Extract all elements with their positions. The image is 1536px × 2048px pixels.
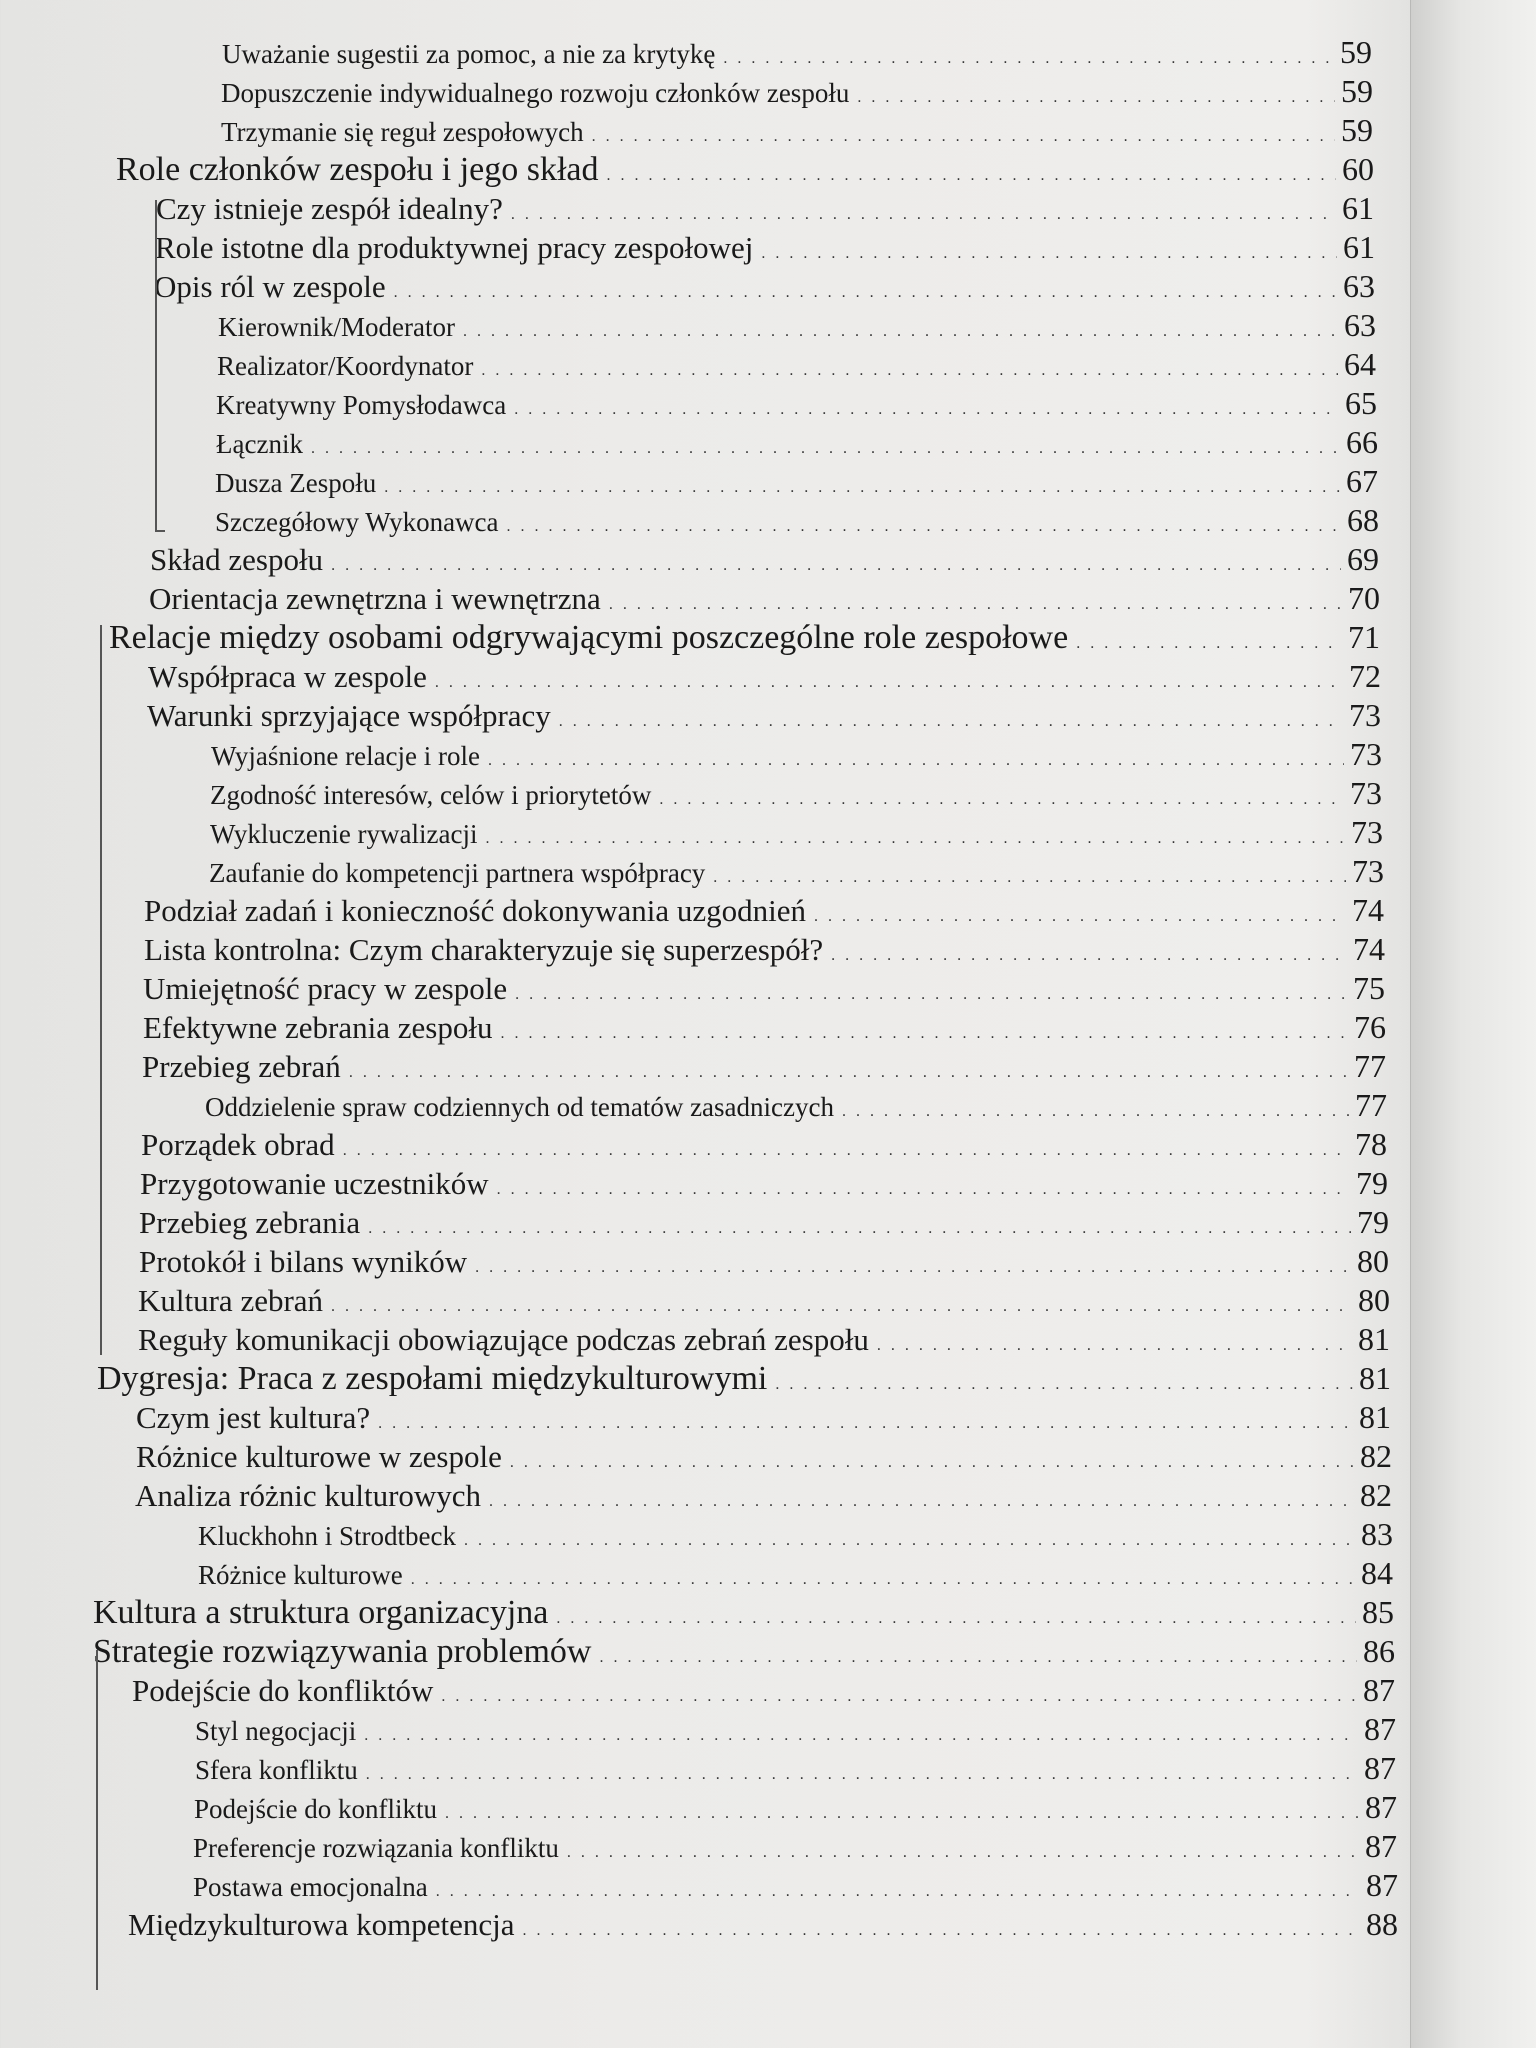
- toc-entry-page-number: 74: [1353, 931, 1385, 967]
- toc-entry: [217, 346, 1376, 383]
- dot-leader: [500, 1025, 1348, 1043]
- dot-leader: [331, 1298, 1352, 1316]
- dot-leader: [567, 1844, 1359, 1862]
- dot-leader: [842, 1103, 1349, 1121]
- toc-entry-page-number: 73: [1350, 736, 1382, 772]
- dot-leader: [378, 1415, 1353, 1433]
- toc-entry-page-number: 82: [1360, 1477, 1392, 1513]
- toc-entry-page-number: 80: [1358, 1282, 1390, 1318]
- toc-entry-title: Kultura a struktura organizacyjna: [93, 1594, 549, 1631]
- toc-entry: [93, 1594, 1394, 1632]
- toc-entry-page-number: 83: [1361, 1516, 1393, 1552]
- toc-entry-page-number: 81: [1359, 1360, 1391, 1396]
- toc-entry-page-number: 75: [1353, 970, 1385, 1006]
- toc-entry-page-number: 61: [1342, 190, 1374, 226]
- toc-entry: [216, 424, 1378, 461]
- toc-entry: [148, 658, 1381, 695]
- dot-leader: [559, 713, 1343, 731]
- toc-entry: [109, 619, 1380, 657]
- dot-leader: [464, 1532, 1355, 1550]
- toc-entry-title: Sfera konfliktu: [195, 1755, 358, 1785]
- dot-leader: [349, 1064, 1348, 1082]
- toc-entry-title: Postawa emocjonalna: [193, 1872, 428, 1902]
- toc-entry-page-number: 74: [1352, 892, 1384, 928]
- toc-entry-title: Czy istnieje zespół idealny?: [156, 191, 503, 226]
- toc-entry: [138, 1282, 1390, 1319]
- toc-entry-title: Kreatywny Pomysłodawca: [216, 390, 507, 420]
- toc-entry: [139, 1204, 1389, 1241]
- dot-leader: [507, 518, 1341, 536]
- toc-entry: [142, 1048, 1386, 1085]
- toc-entry-title: Podejście do konfliktów: [132, 1673, 434, 1708]
- toc-entry-title: Role członków zespołu i jego skład: [116, 151, 599, 188]
- toc-entry-page-number: 81: [1359, 1399, 1391, 1435]
- toc-entry-page-number: 59: [1341, 112, 1373, 148]
- toc-entry-title: Przygotowanie uczestników: [140, 1166, 489, 1201]
- dot-leader: [441, 1688, 1357, 1706]
- toc-entry: [215, 463, 1378, 500]
- dot-leader: [311, 440, 1340, 458]
- toc-entry: [194, 1789, 1397, 1826]
- toc-entry: [116, 151, 1374, 189]
- toc-entry: [135, 1477, 1392, 1514]
- dot-leader: [1076, 635, 1342, 653]
- dot-leader: [343, 1142, 1349, 1160]
- dot-leader: [411, 1571, 1355, 1589]
- toc-entry: [144, 892, 1384, 929]
- dot-leader: [489, 1493, 1354, 1511]
- toc-entry-page-number: 87: [1365, 1789, 1397, 1825]
- toc-entry-page-number: 69: [1347, 541, 1379, 577]
- dot-leader: [463, 323, 1338, 341]
- dot-leader: [592, 128, 1335, 146]
- toc-entry: [198, 1555, 1393, 1592]
- toc-entry: [195, 1750, 1396, 1787]
- toc-entry-page-number: 65: [1345, 385, 1377, 421]
- toc-entry-title: Skład zespołu: [150, 542, 324, 577]
- toc-entry: [150, 541, 1379, 578]
- toc-entry-page-number: 84: [1361, 1555, 1393, 1591]
- toc-entry: [143, 1009, 1386, 1046]
- toc-entry-page-number: 73: [1349, 697, 1381, 733]
- toc-entry: [193, 1867, 1398, 1904]
- dot-leader: [877, 1337, 1352, 1355]
- dot-leader: [515, 986, 1347, 1004]
- dot-leader: [364, 1727, 1358, 1745]
- dot-leader: [775, 1376, 1353, 1394]
- dot-leader: [384, 479, 1340, 497]
- toc-entry-page-number: 67: [1346, 463, 1378, 499]
- toc-entry-title: Dusza Zespołu: [215, 468, 377, 498]
- toc-entry-title: Opis ról w zespole: [154, 269, 386, 304]
- toc-entry: [221, 112, 1373, 149]
- toc-entry-title: Zgodność interesów, celów i priorytetów: [210, 780, 652, 810]
- toc-entry-page-number: 63: [1344, 307, 1376, 343]
- toc-entry-title: Dopuszczenie indywidualnego rozwoju członków zespołu: [221, 78, 850, 108]
- toc-entry-page-number: 59: [1341, 73, 1373, 109]
- toc-entry: [210, 775, 1382, 812]
- toc-entry-page-number: 86: [1363, 1633, 1395, 1669]
- toc-entry-page-number: 87: [1364, 1750, 1396, 1786]
- toc-entry-title: Podział zadań i konieczność dokonywania uzgodnień: [144, 893, 806, 928]
- toc-entry-page-number: 79: [1356, 1165, 1388, 1201]
- pencil-bracket-mark: [96, 1650, 98, 1990]
- toc-entry-title: Trzymanie się reguł zespołowych: [221, 117, 584, 147]
- toc-entry: [149, 580, 1380, 617]
- toc-entry-title: Współpraca w zespole: [148, 659, 427, 694]
- toc-entry-page-number: 82: [1360, 1438, 1392, 1474]
- toc-entry: [93, 1633, 1395, 1671]
- toc-entry: [205, 1087, 1387, 1124]
- toc-entry: [136, 1438, 1392, 1475]
- toc-entry: [128, 1906, 1398, 1943]
- dot-leader: [607, 167, 1336, 185]
- toc-entry-title: Wykluczenie rywalizacji: [210, 819, 478, 849]
- toc-entry: [210, 814, 1383, 851]
- toc-entry-title: Kluckhohn i Strodtbeck: [198, 1521, 456, 1551]
- toc-entry-title: Efektywne zebrania zespołu: [143, 1010, 493, 1045]
- toc-entry-title: Międzykulturowa kompetencja: [128, 1907, 515, 1942]
- toc-entry-title: Relacje między osobami odgrywającymi poszczególne role zespołowe: [109, 619, 1069, 656]
- dot-leader: [514, 401, 1339, 419]
- dot-leader: [713, 869, 1346, 887]
- toc-entry-page-number: 63: [1343, 268, 1375, 304]
- dot-leader: [394, 284, 1337, 302]
- toc-entry-title: Realizator/Koordynator: [217, 351, 474, 381]
- dot-leader: [761, 245, 1337, 263]
- toc-entry-page-number: 77: [1354, 1048, 1386, 1084]
- dot-leader: [510, 1454, 1354, 1472]
- dot-leader: [485, 830, 1345, 848]
- toc-entry: [221, 73, 1373, 110]
- toc-entry: [211, 736, 1382, 773]
- toc-entry: [141, 1126, 1387, 1163]
- dot-leader: [497, 1181, 1350, 1199]
- toc-entry-title: Orientacja zewnętrzna i wewnętrzna: [149, 581, 601, 616]
- toc-entry: [140, 1165, 1388, 1202]
- toc-entry-page-number: 59: [1340, 34, 1372, 70]
- toc-entry: [138, 1321, 1390, 1358]
- toc-entry: [132, 1672, 1395, 1709]
- toc-entry-title: Czym jest kultura?: [136, 1400, 371, 1435]
- toc-entry: [195, 1711, 1396, 1748]
- dot-leader: [857, 89, 1335, 107]
- dot-leader: [475, 1259, 1351, 1277]
- toc-entry-page-number: 72: [1349, 658, 1381, 694]
- toc-entry: [209, 853, 1384, 890]
- toc-entry-title: Łącznik: [216, 429, 303, 459]
- toc-entry-title: Uważanie sugestii za pomoc, a nie za krytykę: [222, 39, 716, 69]
- toc-entry-title: Zaufanie do kompetencji partnera współpracy: [209, 858, 706, 888]
- toc-entry-title: Różnice kulturowe: [198, 1560, 403, 1590]
- dot-leader: [723, 50, 1334, 68]
- toc-entry: [97, 1360, 1391, 1398]
- toc-entry: [156, 190, 1374, 227]
- toc-entry-page-number: 80: [1357, 1243, 1389, 1279]
- toc-entry-page-number: 64: [1344, 346, 1376, 382]
- toc-entry-title: Reguły komunikacji obowiązujące podczas zebrań zespołu: [138, 1322, 869, 1357]
- dot-leader: [831, 947, 1347, 965]
- dot-leader: [556, 1610, 1356, 1628]
- toc-entry: [147, 697, 1381, 734]
- dot-leader: [523, 1922, 1360, 1940]
- toc-entry-page-number: 61: [1343, 229, 1375, 265]
- dot-leader: [366, 1766, 1358, 1784]
- toc-entry-page-number: 87: [1363, 1672, 1395, 1708]
- dot-leader: [331, 557, 1341, 575]
- page-edge: [1410, 0, 1536, 2048]
- dot-leader: [609, 596, 1342, 614]
- toc-entry: [154, 268, 1375, 305]
- toc-entry-title: Podejście do konfliktu: [194, 1794, 437, 1824]
- dot-leader: [814, 908, 1346, 926]
- toc-entry-title: Warunki sprzyjające współpracy: [147, 698, 551, 733]
- dot-leader: [435, 674, 1343, 692]
- toc-entry: [139, 1243, 1389, 1280]
- toc-entry-page-number: 68: [1347, 502, 1379, 538]
- toc-entry-page-number: 79: [1357, 1204, 1389, 1240]
- toc-entry-title: Umiejętność pracy w zespole: [143, 971, 508, 1006]
- toc-entry: [215, 502, 1379, 539]
- toc-entry-title: Kierownik/Moderator: [218, 312, 455, 342]
- toc-entry-title: Styl negocjacji: [195, 1716, 357, 1746]
- toc-entry-title: Różnice kulturowe w zespole: [136, 1439, 502, 1474]
- dot-leader: [368, 1220, 1351, 1238]
- toc-entry-title: Przebieg zebrania: [139, 1205, 361, 1240]
- dot-leader: [659, 791, 1344, 809]
- toc-entry: [155, 229, 1375, 266]
- toc-entry: [144, 931, 1385, 968]
- dot-leader: [599, 1649, 1357, 1667]
- toc-entry-title: Analiza różnic kulturowych: [135, 1478, 482, 1513]
- toc-entry-title: Kultura zebrań: [138, 1283, 324, 1318]
- toc-entry: [222, 34, 1372, 71]
- toc-entry-page-number: 81: [1358, 1321, 1390, 1357]
- toc-entry-page-number: 85: [1362, 1594, 1394, 1630]
- toc-entry-title: Dygresja: Praca z zespołami międzykulturowymi: [97, 1360, 768, 1397]
- toc-entry-page-number: 73: [1352, 853, 1384, 889]
- dot-leader: [436, 1883, 1360, 1901]
- toc-entry: [143, 970, 1385, 1007]
- toc-entry-page-number: 73: [1351, 814, 1383, 850]
- toc-entry-title: Przebieg zebrań: [142, 1049, 341, 1084]
- toc-entry-title: Szczegółowy Wykonawca: [215, 507, 499, 537]
- toc-entry-page-number: 77: [1355, 1087, 1387, 1123]
- toc-entry-page-number: 60: [1342, 151, 1374, 187]
- toc-entry-page-number: 71: [1348, 619, 1380, 655]
- toc-entry-page-number: 70: [1348, 580, 1380, 616]
- toc-entry-page-number: 73: [1350, 775, 1382, 811]
- pencil-bracket-mark: [155, 200, 165, 532]
- toc-entry-page-number: 87: [1364, 1711, 1396, 1747]
- toc-entry: [198, 1516, 1393, 1553]
- toc-entry-title: Role istotne dla produktywnej pracy zespołowej: [155, 230, 754, 265]
- toc-entry: [216, 385, 1377, 422]
- toc-entry-page-number: 76: [1354, 1009, 1386, 1045]
- pencil-bracket-mark: [100, 625, 102, 1355]
- toc-entry-page-number: 78: [1355, 1126, 1387, 1162]
- dot-leader: [445, 1805, 1359, 1823]
- dot-leader: [481, 362, 1338, 380]
- toc-entry-title: Oddzielenie spraw codziennych od tematów zasadniczych: [205, 1092, 834, 1122]
- toc-entry: [218, 307, 1376, 344]
- dot-leader: [488, 752, 1344, 770]
- toc-entry-title: Wyjaśnione relacje i role: [211, 741, 480, 771]
- toc-entry-page-number: 87: [1366, 1867, 1398, 1903]
- toc-entry-page-number: 66: [1346, 424, 1378, 460]
- toc-entry-title: Strategie rozwiązywania problemów: [93, 1633, 592, 1670]
- toc-entry: [193, 1828, 1397, 1865]
- toc-entry-page-number: 87: [1365, 1828, 1397, 1864]
- toc-entry-title: Porządek obrad: [141, 1127, 335, 1162]
- toc-entry-page-number: 88: [1366, 1906, 1398, 1942]
- toc-entry-title: Lista kontrolna: Czym charakteryzuje się superzespół?: [144, 932, 824, 967]
- dot-leader: [511, 206, 1336, 224]
- toc-entry: [136, 1399, 1391, 1436]
- toc-entry-title: Protokół i bilans wyników: [139, 1244, 468, 1279]
- toc-entry-title: Preferencje rozwiązania konfliktu: [193, 1833, 559, 1863]
